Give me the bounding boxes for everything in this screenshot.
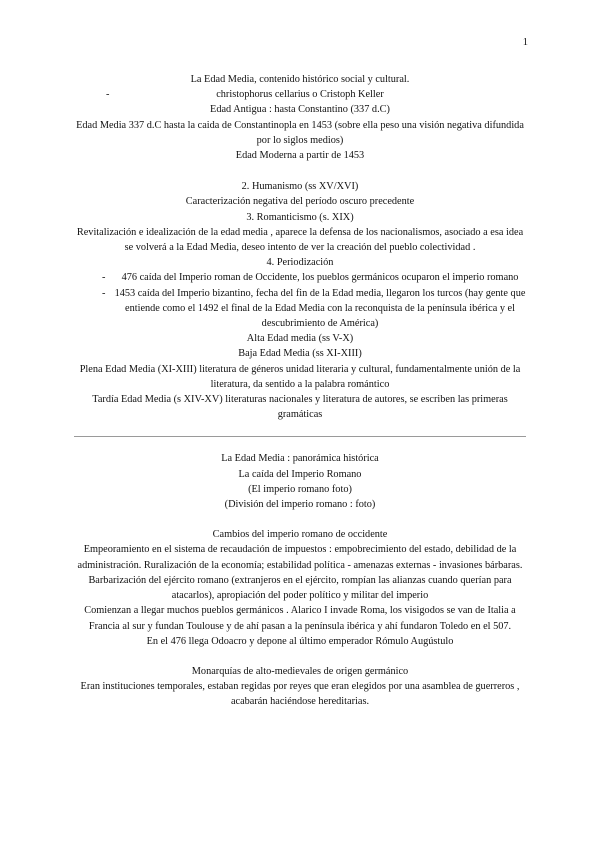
section-title-edad-media: La Edad Media, contenido histórico social y cultural. — [190, 74, 410, 85]
list-dash: - — [102, 287, 106, 299]
periodizacion-item — [74, 286, 526, 332]
photo-placeholder-imperio: (El imperio romano foto) — [248, 483, 352, 495]
photo-placeholder-division: (División del imperio romano : foto) — [224, 499, 376, 511]
text-plena-edad-media: Plena Edad Media (XI-XIII) literatura de géneros unidad literaria y cultural, fundamentalmente unión de la literatura, da sentido a la palabra romántico — [79, 363, 521, 390]
author-list-item — [74, 87, 526, 102]
text-alta-edad-media: Alta Edad media (ss V-X) — [246, 333, 354, 345]
section-title-monarquias: Monarquías de alto-medievales de origen germánico — [191, 665, 409, 677]
author-item-text: christophorus cellarius o Cristoph Keller — [216, 89, 384, 101]
text-humanismo: Caracterización negativa del período oscuro precedente — [185, 196, 415, 208]
document-body — [74, 72, 526, 710]
list-dash: - — [102, 272, 106, 284]
periodizacion-item — [74, 270, 526, 285]
paragraph-barbarizacion: Barbarización del ejército romano (extranjeros en el ejército, rompían las alianzas cuando querían para atacarlos), apropiación del poder político y militar del imperio — [88, 574, 512, 602]
periodizacion-item-text: 1453 caída del Imperio bizantino, fecha del fin de la Edad media, llegaron los turcos (hay gente que entiende como el 1492 el final de la Edad Media con la reconquista de la península ibérica y el descubrimiento de América) — [114, 287, 526, 330]
heading-romanticismo: 3. Romanticismo (s. XIX) — [246, 211, 354, 223]
horizontal-divider — [74, 436, 526, 437]
text-tardia-edad-media: Tardía Edad Media (s XIV-XV) literaturas nacionales y literatura de autores, se escriben las primeras gramáticas — [92, 394, 508, 421]
period-media: Edad Media 337 d.C hasta la caida de Constantinopla en 1453 (sobre ella peso una visión negativa difundida por lo siglos medios) — [76, 119, 524, 146]
list-dash: - — [106, 89, 110, 101]
page-number: 1 — [522, 37, 528, 48]
paragraph-recaudacion: Empeoramiento en el sistema de recaudación de impuestos : empobrecimiento del estado, debilidad de la administración. Ruralización de la economía; estabilidad política - amenazas externas - invasiones bárbaras. — [77, 544, 523, 571]
period-antigua: Edad Antigua : hasta Constantino (337 d.C) — [210, 104, 390, 116]
paragraph-pueblos-germanicos: Comienzan a llegar muchos pueblos germánicos . Alarico I invade Roma, los visigodos se van de Italia a Francia al sur y fundan Toulouse y de ahí pasan a la península ibérica y ahí fundaron Toledo en el 507. — [84, 605, 516, 632]
section-title-panoramica: La Edad Media : panorámica histórica — [221, 453, 379, 465]
periodizacion-item-text: 476 caída del Imperio roman de Occidente, los pueblos germánicos ocuparon el imperio romano — [121, 272, 519, 284]
heading-humanismo: 2. Humanismo (ss XV/XVI) — [241, 181, 359, 193]
section-title-cambios: Cambios del imperio romano de occidente — [212, 529, 388, 541]
paragraph-odoacro: En el 476 llega Odoacro y depone al último emperador Rómulo Augústulo — [146, 635, 454, 647]
paragraph-instituciones: Eran instituciones temporales, estaban regidas por reyes que eran elegidos por una asamblea de guerreros , acabarán haciéndose hereditarias. — [80, 681, 520, 708]
subtitle-caida-imperio: La caída del Imperio Romano — [238, 468, 362, 480]
period-moderna: Edad Moderna a partir de 1453 — [235, 150, 365, 162]
text-romanticismo: Revitalización e idealización de la edad media , aparece la defensa de los nacionalismos, asociado a esa idea se volverá a la Edad Media, deseo intento de ver la creación del pueblo colectividad . — [76, 226, 524, 254]
heading-periodizacion: 4. Periodización — [266, 257, 334, 269]
text-baja-edad-media: Baja Edad Media (ss XI-XIII) — [238, 348, 362, 360]
